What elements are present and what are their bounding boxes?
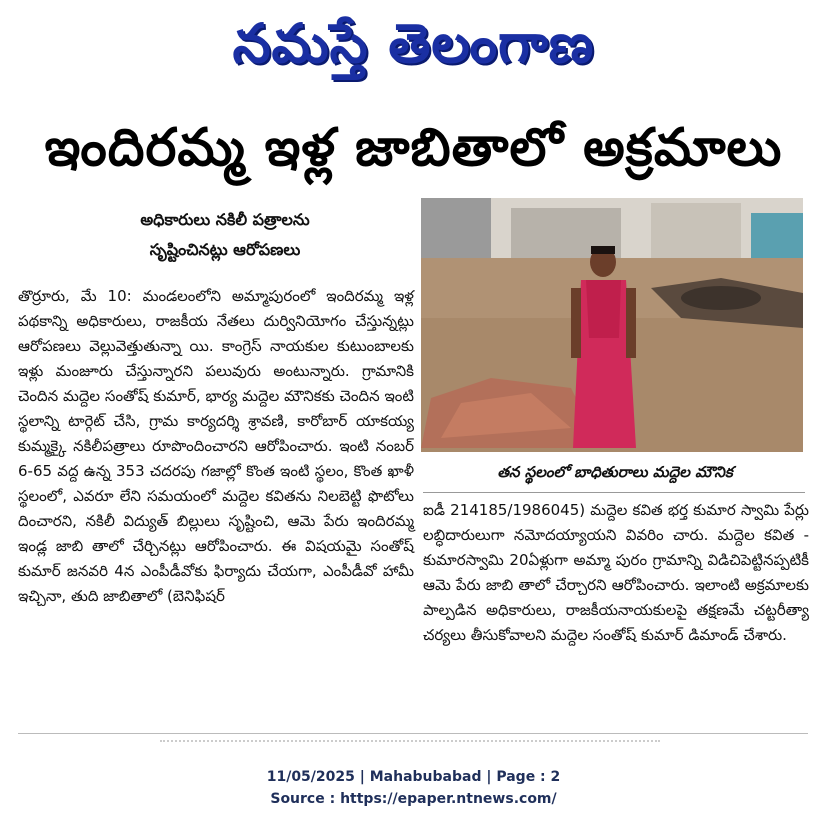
article-deck bbox=[40, 205, 410, 265]
deck-line-2: సృష్టించినట్లు ఆరోపణలు bbox=[149, 240, 301, 259]
caption-divider bbox=[423, 492, 805, 493]
footer-source: Source : https://epaper.ntnews.com/ bbox=[270, 791, 557, 807]
photo-illustration bbox=[421, 198, 803, 452]
article-bottom-divider bbox=[18, 733, 808, 734]
article-body-left bbox=[18, 284, 414, 724]
newspaper-logo: నమస్తే తెలంగాణ bbox=[232, 11, 595, 75]
body-paragraph-left: తొర్రూరు, మే 10: మండలంలోని అమ్మాపురంలో ఇందిరమ్మ ఇళ్ల పథకాన్ని అధికారులు, రాజకీయ నేతలు దుర్వినియోగం చేస్తున్నట్లు ఆరోపణలు వెల్లువెత్తుతున్నా యి. కాంగ్రెస్ నాయకుల కుటుంబాలకు ఇళ్లు మంజూరు చేస్తున్నారని పలువురు అంటున్నారు. గ్రామానికి చెందిన మద్దెల సంతోష్ కుమార్, భార్య మద్దెల మౌనికకు చెందిన ఇంటి స్థలాన్ని టార్గెట్ చేసి, గ్రామ కార్యదర్శి శ్రావణి, కారోబార్ యాకయ్య కుమ్మక్కై నకిలీపత్రాలు రూపొందించారని ఆరోపించారు. ఇంటి నంబర్ 6-65 వద్ద ఉన్న 353 చదరపు గజాల్లో కొంత ఇంటి స్థలం, కొంత ఖాళీ స్థలంలో, ఎవరూ లేని సమయంలో మద్దెల కవితను నిలబెట్టి ఫొటోలు దించారని, నకిలీ విద్యుత్ బిల్లులు సృష్టించి, ఆమె పేరు ఇందిరమ్మ ఇండ్ల జాబి తాలో చేర్చినట్లు ఆరోపించారు. ఈ విషయమై సంతోష్ కుమార్ జనవరి 4న ఎంపీడీవోకు ఫిర్యాదు చేయగా, ఎంపీడీవో హామీ ఇచ్చినా, తుది జాబితాలో (బెనిఫిషర్ bbox=[18, 287, 414, 605]
cut-off-text-line bbox=[160, 740, 660, 750]
photo-caption: తన స్థలంలో బాధితురాలు మద్దెల మౌనిక bbox=[497, 463, 733, 481]
deck-line-1: అధికారులు నకిలీ పత్రాలను bbox=[140, 210, 310, 229]
article-body-right bbox=[423, 498, 809, 724]
article-headline: ఇందిరమ్మ ఇళ్ల జాబితాలో అక్రమాలు bbox=[44, 117, 783, 178]
page-footer bbox=[0, 766, 827, 810]
footer-date-edition: 11/05/2025 | Mahabubabad | Page : 2 bbox=[266, 769, 561, 785]
article-photo bbox=[421, 198, 803, 452]
masthead bbox=[0, 0, 827, 100]
body-paragraph-right: ఐడీ 214185/1986045) మద్దెల కవిత భర్త కుమార స్వామి పేర్లు లబ్ధిదారులుగా నమోదయ్యాయని వివరిం చారు. మద్దెల కవిత - కుమారస్వామి 20ఏళ్లుగా అమ్మా పురం గ్రామాన్ని విడిచిపెట్టినప్పటికీ ఆమె పేరు జాబి తాలో చేర్చారని ఆరోపించారు. ఇలాంటి అక్రమాలకు పాల్పడిన అధికారులు, రాజకీయనాయకులపై తక్షణమే చట్టరీత్యా చర్యలు తీసుకోవాలని మద్దెల సంతోష్ కుమార్ డిమాండ్ చేశారు. bbox=[423, 501, 809, 644]
